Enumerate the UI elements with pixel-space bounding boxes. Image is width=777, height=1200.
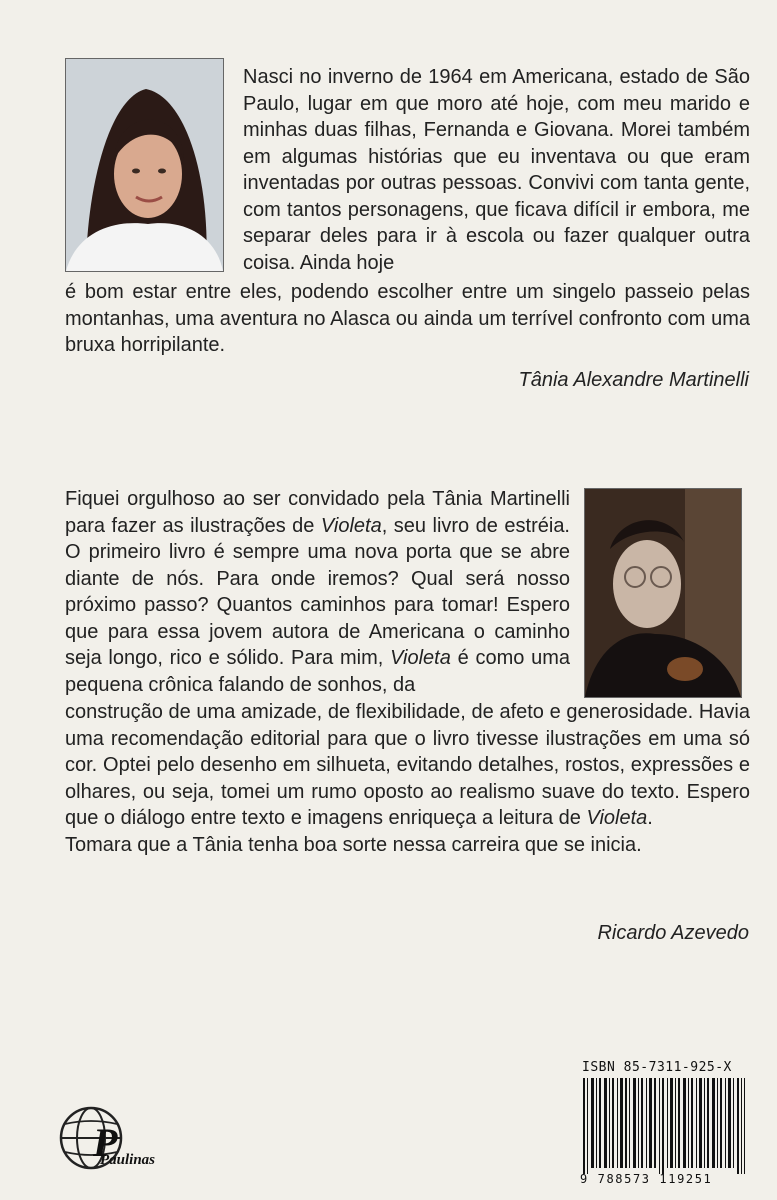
illustrator-text-3: é como uma pequena crônica falando de sonhos, da: [65, 647, 570, 696]
illustrator-text-1: Fiquei orgulhoso ao ser convidado pela Tânia Martinelli para fazer as ilustrações de: [65, 488, 570, 537]
illustrator-text-2: , seu livro de estréia. O primeiro livro é sempre uma nova porta que se abre diante de nós. Para onde iremos? Qual será nosso próximo passo? Quantos caminhos para tomar! Espero que para essa jovem autora de Americana o caminho seja longo, rico e sólido. Para mim,: [65, 514, 570, 669]
book-title: Violeta: [320, 514, 382, 537]
illustrator-signature: Ricardo Azevedo: [597, 922, 749, 944]
illustrator-paragraph: [65, 486, 570, 698]
illustrator-text-4: construção de uma amizade, de flexibilidade, de afeto e generosidade. Havia uma recomendação editorial para que o livro tivesse ilustrações em uma só cor. Optei pelo desenho em silhueta, evitando detalhes, rostos, expressões e olhares, ou seja, tomei um rumo oposto ao realismo suave do texto. Espero que o diálogo entre texto e imagens enriqueça a leitura de: [65, 701, 750, 829]
author-portrait-icon: [66, 59, 223, 271]
author-bio-continuation: é bom estar entre eles, podendo escolher entre um singelo passeio pelas montanhas, uma aventura no Alasca ou ainda um terrível confronto com uma bruxa horripilante.: [65, 281, 750, 356]
barcode-number: 9 788573 119251: [580, 1172, 713, 1186]
isbn-label: ISBN 85-7311-925-X: [582, 1060, 732, 1075]
illustrator-portrait-icon: [585, 489, 741, 697]
author-signature: Tânia Alexandre Martinelli: [518, 369, 749, 391]
author-bio-paragraph: Nasci no inverno de 1964 em Americana, estado de São Paulo, lugar em que moro até hoje, com meu marido e minhas duas filhas, Fernanda e Giovana. Morei também em algumas histórias que eu inventava ou que eram inventadas por outras pessoas. Convivi com tanta gente, com tantos personagens, que ficava difícil ir embora, me separar deles para ir à escola ou fazer qualquer outra coisa. Ainda hoje: [243, 66, 750, 274]
book-title: Violeta: [390, 647, 451, 669]
author-photo: [65, 58, 224, 272]
illustrator-text-5: .: [647, 807, 653, 829]
book-title: Violeta: [586, 807, 648, 829]
barcode: [583, 1078, 745, 1174]
publisher-name: Paulinas: [100, 1152, 156, 1168]
closing-line: Tomara que a Tânia tenha boa sorte nessa carreira que se inicia.: [65, 833, 642, 856]
illustrator-paragraph-continuation: [65, 699, 750, 858]
svg-text:P: P: [93, 1120, 118, 1165]
illustrator-photo: [584, 488, 742, 698]
